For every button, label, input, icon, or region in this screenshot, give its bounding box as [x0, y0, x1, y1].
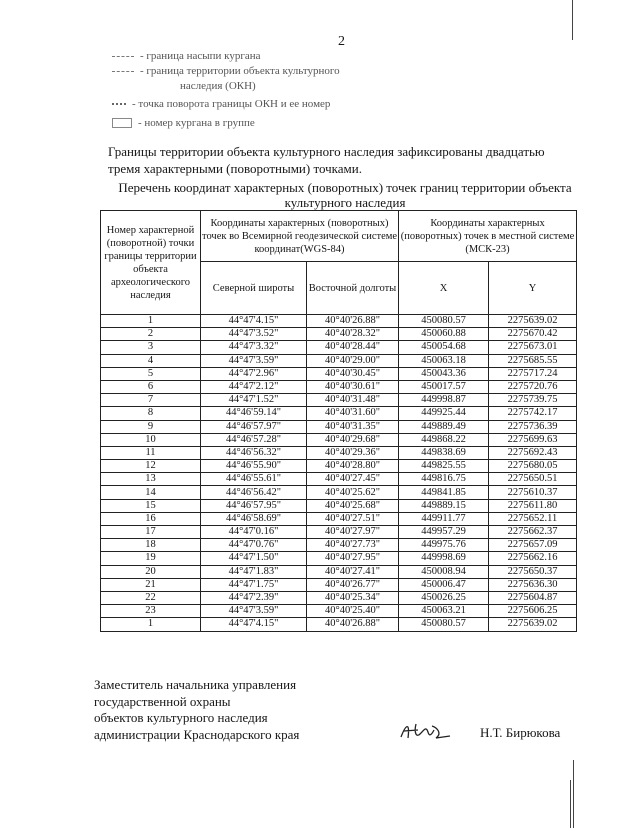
point-number-cell: 4	[101, 354, 201, 367]
y-coordinate-cell: 2275639.02	[489, 315, 577, 328]
y-coordinate-cell: 2275611.80	[489, 499, 577, 512]
point-number-cell: 8	[101, 407, 201, 420]
north-latitude-cell: 44°47'1.75"	[201, 578, 307, 591]
table-row	[101, 486, 577, 499]
east-longitude-cell: 40°40'30.61"	[307, 380, 399, 393]
point-number-cell: 16	[101, 512, 201, 525]
y-coordinate-cell: 2275610.37	[489, 486, 577, 499]
table-row	[101, 605, 577, 618]
signatory-position-line: объектов культурного наследия	[94, 710, 268, 725]
north-latitude-cell: 44°47'2.96"	[201, 367, 307, 380]
y-coordinate-cell: 2275636.30	[489, 578, 577, 591]
y-coordinate-cell: 2275606.25	[489, 605, 577, 618]
x-coordinate-cell: 449998.69	[399, 552, 489, 565]
table-row	[101, 328, 577, 341]
y-coordinate-cell: 2275680.05	[489, 460, 577, 473]
table-row	[101, 565, 577, 578]
legend-item-mound-boundary: - граница насыпи кургана	[112, 50, 261, 62]
signer-name: Н.Т. Бирюкова	[480, 725, 561, 740]
x-coordinate-cell: 449889.15	[399, 499, 489, 512]
point-number-cell: 15	[101, 499, 201, 512]
north-latitude-cell: 44°47'0.16"	[201, 526, 307, 539]
east-longitude-cell: 40°40'25.40"	[307, 605, 399, 618]
north-latitude-cell: 44°47'4.15"	[201, 315, 307, 328]
table-row	[101, 552, 577, 565]
dashed-line-icon	[112, 71, 134, 72]
point-number-cell: 20	[101, 565, 201, 578]
header-y: Y	[489, 262, 577, 315]
x-coordinate-cell: 450006.47	[399, 578, 489, 591]
table-row	[101, 446, 577, 459]
point-number-cell: 7	[101, 394, 201, 407]
y-coordinate-cell: 2275604.87	[489, 591, 577, 604]
x-coordinate-cell: 449868.22	[399, 433, 489, 446]
x-coordinate-cell: 449975.76	[399, 539, 489, 552]
north-latitude-cell: 44°46'55.61"	[201, 473, 307, 486]
signatory-position-line: государственной охраны	[94, 693, 231, 709]
east-longitude-cell: 40°40'29.00"	[307, 354, 399, 367]
table-caption: Перечень координат характерных (поворотных) точек границ территории объекта культурного наследия	[118, 180, 572, 210]
x-coordinate-cell: 449925.44	[399, 407, 489, 420]
east-longitude-cell: 40°40'26.77"	[307, 578, 399, 591]
east-longitude-cell: 40°40'27.73"	[307, 539, 399, 552]
point-number-cell: 1	[101, 618, 201, 631]
east-longitude-cell: 40°40'28.32"	[307, 328, 399, 341]
y-coordinate-cell: 2275670.42	[489, 328, 577, 341]
table-row	[101, 394, 577, 407]
east-longitude-cell: 40°40'27.41"	[307, 565, 399, 578]
north-latitude-cell: 44°47'2.12"	[201, 380, 307, 393]
turning-point-icon	[112, 103, 126, 105]
point-number-cell: 6	[101, 380, 201, 393]
point-number-cell: 17	[101, 526, 201, 539]
x-coordinate-cell: 450054.68	[399, 341, 489, 354]
point-number-cell: 22	[101, 591, 201, 604]
table-row	[101, 526, 577, 539]
table-row	[101, 473, 577, 486]
x-coordinate-cell: 449841.85	[399, 486, 489, 499]
table-row	[101, 380, 577, 393]
intro-paragraph: Границы территории объекта культурного наследия зафиксированы двадцатью тремя характерными (поворотными) точками.	[108, 144, 545, 176]
header-point-number: Номер характерной (поворотной) точки границы территории объекта археологического наследия	[101, 211, 201, 315]
x-coordinate-cell: 450063.18	[399, 354, 489, 367]
north-latitude-cell: 44°47'4.15"	[201, 618, 307, 631]
y-coordinate-cell: 2275662.37	[489, 526, 577, 539]
page-number: 2	[338, 34, 345, 49]
point-number-cell: 3	[101, 341, 201, 354]
table-row	[101, 420, 577, 433]
handwritten-signature	[398, 718, 454, 744]
table-row	[101, 315, 577, 328]
x-coordinate-cell: 449816.75	[399, 473, 489, 486]
table-row	[101, 354, 577, 367]
x-coordinate-cell: 450060.88	[399, 328, 489, 341]
east-longitude-cell: 40°40'29.36"	[307, 446, 399, 459]
coordinates-table	[100, 210, 577, 632]
north-latitude-cell: 44°46'57.28"	[201, 433, 307, 446]
y-coordinate-cell: 2275650.37	[489, 565, 577, 578]
header-north-latitude: Северной широты	[201, 262, 307, 315]
north-latitude-cell: 44°47'3.59"	[201, 605, 307, 618]
y-coordinate-cell: 2275650.51	[489, 473, 577, 486]
point-number-cell: 14	[101, 486, 201, 499]
y-coordinate-cell: 2275717.24	[489, 367, 577, 380]
y-coordinate-cell: 2275692.43	[489, 446, 577, 459]
point-number-cell: 12	[101, 460, 201, 473]
east-longitude-cell: 40°40'27.97"	[307, 526, 399, 539]
east-longitude-cell: 40°40'26.88"	[307, 315, 399, 328]
x-coordinate-cell: 449911.77	[399, 512, 489, 525]
y-coordinate-cell: 2275685.55	[489, 354, 577, 367]
y-coordinate-cell: 2275652.11	[489, 512, 577, 525]
x-coordinate-cell: 450043.36	[399, 367, 489, 380]
x-coordinate-cell: 450008.94	[399, 565, 489, 578]
x-coordinate-cell: 449825.55	[399, 460, 489, 473]
header-wgs-group: Координаты характерных (поворотных) точек во Всемирной геодезической системе координат(WGS-84)	[201, 211, 399, 262]
east-longitude-cell: 40°40'27.95"	[307, 552, 399, 565]
x-coordinate-cell: 449957.29	[399, 526, 489, 539]
point-number-cell: 10	[101, 433, 201, 446]
point-number-cell: 19	[101, 552, 201, 565]
x-coordinate-cell: 449998.87	[399, 394, 489, 407]
y-coordinate-cell: 2275662.16	[489, 552, 577, 565]
east-longitude-cell: 40°40'28.80"	[307, 460, 399, 473]
east-longitude-cell: 40°40'30.45"	[307, 367, 399, 380]
east-longitude-cell: 40°40'29.68"	[307, 433, 399, 446]
y-coordinate-cell: 2275639.02	[489, 618, 577, 631]
east-longitude-cell: 40°40'25.68"	[307, 499, 399, 512]
table-row	[101, 618, 577, 631]
scan-edge-line	[572, 0, 573, 40]
east-longitude-cell: 40°40'28.44"	[307, 341, 399, 354]
x-coordinate-cell: 450026.25	[399, 591, 489, 604]
legend-item-okn-boundary: - граница территории объекта культурного	[112, 65, 340, 77]
table-row	[101, 539, 577, 552]
north-latitude-cell: 44°47'1.83"	[201, 565, 307, 578]
point-number-cell: 1	[101, 315, 201, 328]
point-number-cell: 13	[101, 473, 201, 486]
table-body	[101, 315, 577, 632]
header-x: X	[399, 262, 489, 315]
signature-block	[94, 677, 299, 743]
north-latitude-cell: 44°46'57.95"	[201, 499, 307, 512]
point-number-cell: 9	[101, 420, 201, 433]
table-row	[101, 367, 577, 380]
table-row	[101, 407, 577, 420]
north-latitude-cell: 44°46'55.90"	[201, 460, 307, 473]
mound-number-icon	[112, 118, 132, 128]
table-row	[101, 460, 577, 473]
table-row	[101, 591, 577, 604]
table-row	[101, 512, 577, 525]
point-number-cell: 23	[101, 605, 201, 618]
x-coordinate-cell: 450080.57	[399, 618, 489, 631]
north-latitude-cell: 44°47'3.52"	[201, 328, 307, 341]
east-longitude-cell: 40°40'25.34"	[307, 591, 399, 604]
y-coordinate-cell: 2275736.39	[489, 420, 577, 433]
x-coordinate-cell: 449889.49	[399, 420, 489, 433]
signatory-position-line: Заместитель начальника управления	[94, 677, 297, 692]
header-east-longitude: Восточной долготы	[307, 262, 399, 315]
table-row	[101, 341, 577, 354]
y-coordinate-cell: 2275720.76	[489, 380, 577, 393]
point-number-cell: 21	[101, 578, 201, 591]
point-number-cell: 11	[101, 446, 201, 459]
east-longitude-cell: 40°40'27.51"	[307, 512, 399, 525]
north-latitude-cell: 44°47'2.39"	[201, 591, 307, 604]
east-longitude-cell: 40°40'25.62"	[307, 486, 399, 499]
table-row	[101, 499, 577, 512]
x-coordinate-cell: 450080.57	[399, 315, 489, 328]
y-coordinate-cell: 2275699.63	[489, 433, 577, 446]
north-latitude-cell: 44°47'0.76"	[201, 539, 307, 552]
north-latitude-cell: 44°46'58.69"	[201, 512, 307, 525]
dashed-line-icon	[112, 56, 134, 57]
table-row	[101, 578, 577, 591]
point-number-cell: 18	[101, 539, 201, 552]
scan-edge-line	[570, 780, 571, 828]
north-latitude-cell: 44°47'1.52"	[201, 394, 307, 407]
north-latitude-cell: 44°47'1.50"	[201, 552, 307, 565]
legend-item-mound-number: - номер кургана в группе	[112, 117, 255, 129]
y-coordinate-cell: 2275739.75	[489, 394, 577, 407]
legend-item-okn-boundary-cont: наследия (ОКН)	[180, 80, 256, 92]
east-longitude-cell: 40°40'31.48"	[307, 394, 399, 407]
point-number-cell: 5	[101, 367, 201, 380]
north-latitude-cell: 44°46'59.14"	[201, 407, 307, 420]
scan-edge-line	[573, 760, 574, 828]
y-coordinate-cell: 2275657.09	[489, 539, 577, 552]
east-longitude-cell: 40°40'31.35"	[307, 420, 399, 433]
north-latitude-cell: 44°47'3.59"	[201, 354, 307, 367]
y-coordinate-cell: 2275673.01	[489, 341, 577, 354]
x-coordinate-cell: 450063.21	[399, 605, 489, 618]
east-longitude-cell: 40°40'31.60"	[307, 407, 399, 420]
point-number-cell: 2	[101, 328, 201, 341]
y-coordinate-cell: 2275742.17	[489, 407, 577, 420]
north-latitude-cell: 44°46'57.97"	[201, 420, 307, 433]
table-row	[101, 433, 577, 446]
signatory-position-line: администрации Краснодарского края	[94, 726, 300, 742]
x-coordinate-cell: 449838.69	[399, 446, 489, 459]
north-latitude-cell: 44°46'56.32"	[201, 446, 307, 459]
legend-item-turning-point: - точка поворота границы ОКН и ее номер	[112, 98, 330, 110]
header-msk-group: Координаты характерных (поворотных) точек в местной системе (МСК-23)	[399, 211, 577, 262]
east-longitude-cell: 40°40'26.88"	[307, 618, 399, 631]
east-longitude-cell: 40°40'27.45"	[307, 473, 399, 486]
north-latitude-cell: 44°46'56.42"	[201, 486, 307, 499]
x-coordinate-cell: 450017.57	[399, 380, 489, 393]
north-latitude-cell: 44°47'3.32"	[201, 341, 307, 354]
